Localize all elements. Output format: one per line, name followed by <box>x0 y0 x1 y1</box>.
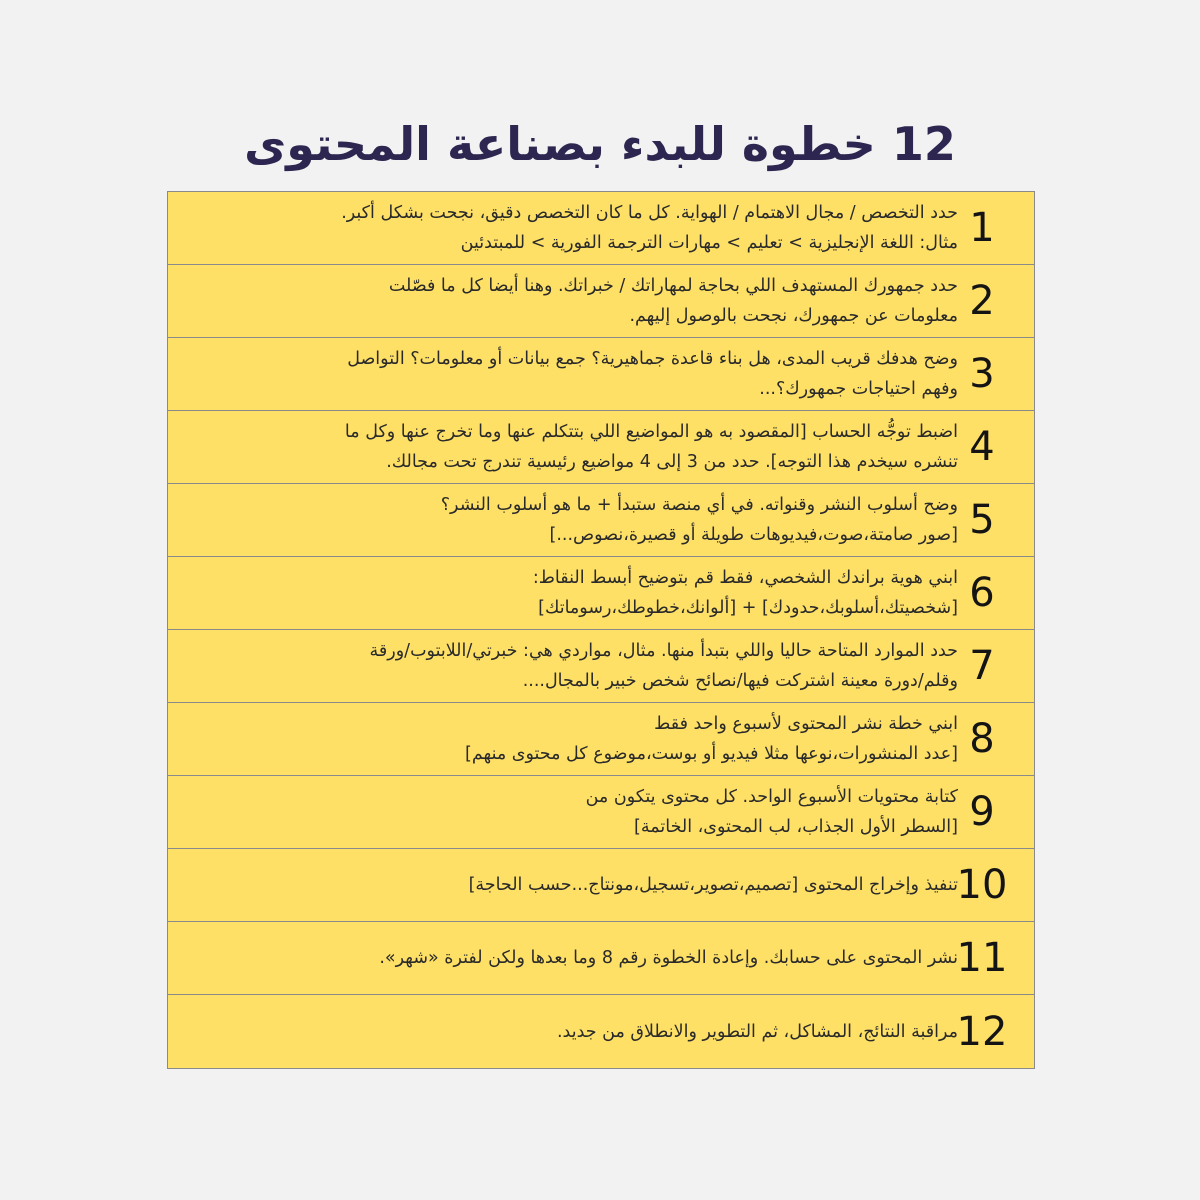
step-number: 11 <box>956 935 1008 981</box>
step-text-line: وقلم/دورة معينة اشتركت فيها/نصائح شخص خبير بالمجال.... <box>522 671 958 691</box>
step-row <box>168 411 1034 484</box>
step-number: 1 <box>969 205 995 251</box>
step-number: 4 <box>969 424 995 470</box>
step-text-line: كتابة محتويات الأسبوع الواحد. كل محتوى يتكون من <box>585 787 958 807</box>
step-text <box>180 265 958 337</box>
page-title: 12 خطوة للبدء بصناعة المحتوى <box>244 117 956 171</box>
steps-table <box>167 191 1035 1069</box>
step-number: 10 <box>956 862 1008 908</box>
step-number: 8 <box>969 716 995 762</box>
step-row <box>168 630 1034 703</box>
step-number: 5 <box>969 497 995 543</box>
step-text-line: [السطر الأول الجذاب، لب المحتوى، الخاتمة] <box>634 817 958 837</box>
step-text-line: حدد جمهورك المستهدف اللي بحاجة لمهاراتك / خبراتك. وهنا أيضا كل ما فصّلت <box>388 276 958 296</box>
step-text-line: معلومات عن جمهورك، نجحت بالوصول إليهم. <box>629 306 958 326</box>
step-text-line: ابني خطة نشر المحتوى لأسبوع واحد فقط <box>654 714 958 734</box>
step-text-line: نشر المحتوى على حسابك. وإعادة الخطوة رقم 8 وما بعدها ولكن لفترة «شهر». <box>379 948 958 968</box>
step-number: 2 <box>969 278 995 324</box>
step-text <box>180 849 958 921</box>
step-row <box>168 776 1034 849</box>
step-text-line: [صور صامتة،صوت،فيديوهات طويلة أو قصيرة،نصوص...] <box>549 525 958 545</box>
step-text <box>180 411 958 483</box>
step-text <box>180 703 958 775</box>
step-text <box>180 922 958 994</box>
step-row <box>168 995 1034 1068</box>
step-text-line: مراقبة النتائج، المشاكل، ثم التطوير والانطلاق من جديد. <box>556 1021 958 1042</box>
step-row <box>168 192 1034 265</box>
step-text-line: ابني هوية براندك الشخصي، فقط قم بتوضيح أبسط النقاط: <box>532 568 958 588</box>
step-row <box>168 922 1034 995</box>
step-text-line: [عدد المنشورات،نوعها مثلا فيديو أو بوست،موضوع كل محتوى منهم] <box>465 744 958 764</box>
step-text-line: وفهم احتياجات جمهورك؟... <box>759 379 958 399</box>
step-text-line: تنفيذ وإخراج المحتوى [تصميم،تصوير،تسجيل،مونتاج...حسب الحاجة] <box>468 875 958 895</box>
step-row <box>168 703 1034 776</box>
step-text <box>180 776 958 848</box>
step-number: 12 <box>956 1008 1008 1055</box>
step-number: 9 <box>969 789 995 835</box>
step-text <box>180 630 958 702</box>
step-text-line: مثال: اللغة الإنجليزية > تعليم > مهارات الترجمة الفورية > للمبتدئين <box>460 233 958 253</box>
step-text-line: [شخصيتك،أسلوبك،حدودك] + [ألوانك،خطوطك،رسوماتك] <box>538 598 958 618</box>
step-text <box>180 338 958 410</box>
step-text <box>180 995 958 1068</box>
step-text-line: اضبط توجُّه الحساب [المقصود به هو المواضيع اللي بتتكلم عنها وما تخرج عنها وكل ما <box>344 422 958 442</box>
step-text-line: وضح أسلوب النشر وقنواته. في أي منصة ستبدأ + ما هو أسلوب النشر؟ <box>440 495 958 515</box>
step-text-line: تنشره سيخدم هذا التوجه]. حدد من 3 إلى 4 مواضيع رئيسية تندرج تحت مجالك. <box>386 452 958 472</box>
step-text <box>180 192 958 264</box>
step-number: 6 <box>969 570 995 616</box>
step-text <box>180 557 958 629</box>
step-row <box>168 849 1034 922</box>
step-row <box>168 265 1034 338</box>
step-number: 3 <box>969 351 995 397</box>
step-number: 7 <box>969 643 995 689</box>
step-text-line: حدد الموارد المتاحة حاليا واللي بتبدأ منها. مثال، مواردي هي: خبرتي/اللابتوب/ورقة <box>369 641 958 661</box>
step-row <box>168 338 1034 411</box>
step-text <box>180 484 958 556</box>
step-text-line: حدد التخصص / مجال الاهتمام / الهواية. كل ما كان التخصص دقيق، نجحت بشكل أكبر. <box>341 203 958 223</box>
step-text-line: وضح هدفك قريب المدى، هل بناء قاعدة جماهيرية؟ جمع بيانات أو معلومات؟ التواصل <box>347 349 958 369</box>
step-row <box>168 484 1034 557</box>
step-row <box>168 557 1034 630</box>
